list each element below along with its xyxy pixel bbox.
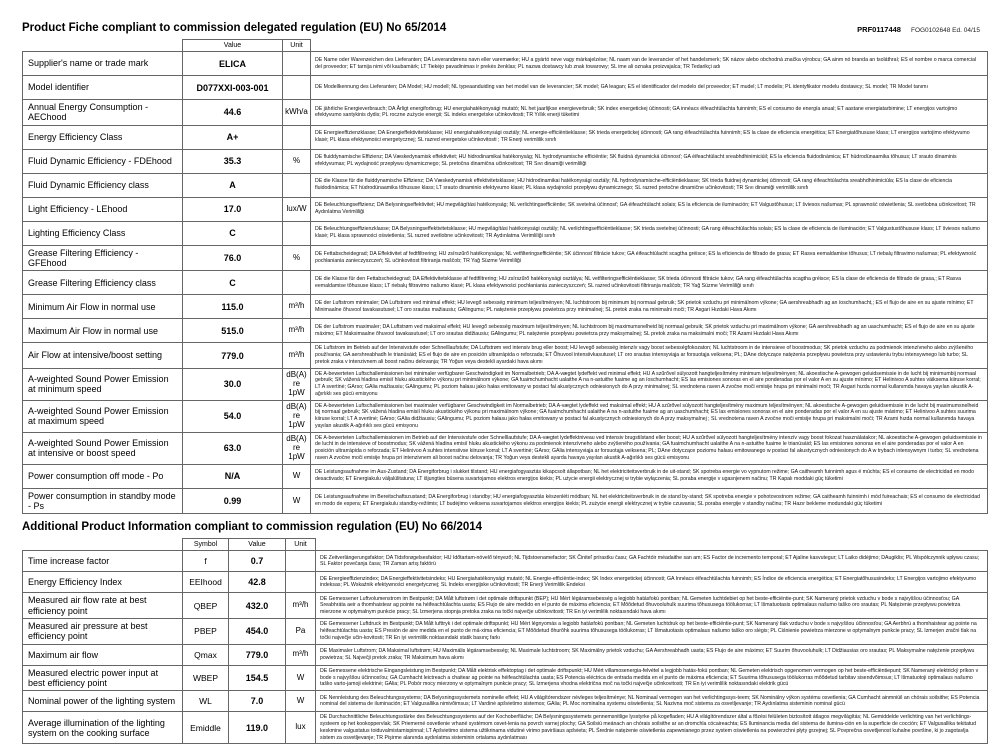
- table-row: [23, 271, 988, 295]
- row-unit: [283, 125, 311, 149]
- row-label: Energy Efficiency Index: [23, 572, 183, 593]
- header-spacer: [316, 539, 988, 551]
- row-description: DE A-bewerteten Luftschallemissionen im Betrieb auf der Intensivstufe oder Schnelllaufstufe; DA A-vægtet lydeffektniveau ved intensiv brugstilstand eller boost; HU A szűrővel súlyozott hangteljesítmény intenzív vagy boost fokozat használatakor; NL akoestische A-gewogen geluidsemissie in de lucht in de intensieve of boostmodus; SK vážená hladina emisií hluku akustického výkonu za podmienok intenzívneho alebo zvýšeného používania; GA fuaimchumhacht ualaithe A na n-astuithe fuaime le trianúsáid; ES las emisiones sonoras en el aire ponderadas por el valor A en posición ultrarrápida o reforzada; ET Helinivoo A suhtes intensiivse kiiruse korral; LT A svertinė; GArso; GAlia intensyviąja ar forsuotąja veiksena; PL; DAne dotyczące poziomu hałasu emitowanego w postaci fal akustycznych odniesionych do A w trybach intensywnym i turbo; SL vrednotena raven A zvočne moči emisije hrupa pri intenzivnem ali boost načinu delovanja; TR Yoğun veya destekli ayarda havaya yayılan akustik A-ağırlıklı ses gücü emisyonu: [311, 432, 988, 464]
- row-description: DE Modellkennung des Lieferanten; DA Model; HU modell; NL typeaanduiding van het model van de leverancier; SK model; GA leagan; ES el identificador del modelo del proveedor; ET mudel; LT modelis; PL identyfikator modelu dostawcy; SL model; TR Model tanımı: [311, 76, 988, 100]
- row-label: Fluid Dynamic Efficiency class: [23, 173, 183, 197]
- table-row: [23, 665, 988, 691]
- doc-edition: FOG0102648 Ed. 04/15: [910, 27, 980, 34]
- row-description: DE A-bewerteten Luftschallemissionen bei maximaler verfügbarer Geschwindigkeit im Normalbetrieb; DA A-vægtet lydeffekt ved maksimal effekt; HU A szűrővel súlyozott hangteljesítmény maximum teljesítményen; NL akoestische A-gewogen geluidsemissie in de lucht bij maximumsnelheid bij normaal gebruik; SK vážená hladina emisií hluku akustického výkonu pri maximálnom výkone; GA fuaimchumhacht ualaithe A na n-astuithe fuaime ag an uaschumhacht; ES las emisiones sonoras en el aire ponderadas por el valor A en su ajuste máximo; ET Helinivoo A suhtes suurima kiiruse korral; LT A svertinė; GArso; GAlia didžiausiu; GAlingumu; PL poziom hałasu jako hałas emitowany w postaci fal akustycznych odniesionych do A przy maksymalnej ; SL vrednotena raven A zvočne moči emisije hrupa pri maksimalni moči; TR Azami hızda normal kullanımda havaya yayılan akustik A-ağırlıklı ses gücü emisyonu: [311, 400, 988, 432]
- row-unit: dB(A) re 1pW: [283, 400, 311, 432]
- table-row: [23, 245, 988, 271]
- table-row: [23, 644, 988, 665]
- column-header-value: Value: [229, 539, 286, 551]
- row-value: 779.0: [229, 644, 286, 665]
- table-row: [23, 173, 988, 197]
- row-description: DE Nennleistung des Beleuchtungssystems; DA Belysningssystemets nominelle effekt; HU A világítórendszer névleges teljesítménye; NL Nominaal vermogen van het verlichtingssys-teem; SK Nominálny výkon systému osvetlenia; GA Cumhacht ainmniúil an chórais soilsithe; ES Potencia nominal del sistema de iluminación; ET Valgusallika nimivõimsus; LT Vardinė apšvietimo sistemos; GAlia; PL Moc nominalna systemu oświetlenia; SL Nazivna moč sistema za osvetljevanje; TR Aydınlatma sisteminin nominal gücü: [316, 691, 988, 712]
- table-row: [23, 319, 988, 343]
- row-unit: m³/h: [283, 295, 311, 319]
- row-value: 0.99: [183, 488, 283, 514]
- table-row: [23, 149, 988, 173]
- row-unit: W: [283, 488, 311, 514]
- row-description: DE Gemessener Luftdruck im Bestpunkt; DA Målt lufttryk i det optimale driftspunkt; HU Mért légnyomás a legjobb hatásfokú pontban; NL Gemeten luchtdruk op het beste-efficiëntie-punt; SK Nameraný tlak vzduchu v bode s najvyššou účinnosťou; GA Aerbhrú a thomhaistear ag pointe na héifeachtúlachta uasta; ES Presión de aire medida en el punto de má-xima eficiencia; ET Mõõdetud õhurõhk suurima tõhususega töölukorras; LT Išmatuotasis optimalaus našumo taško oro slėgis; PL Ciśnienie powietrza mierzone w optymalnym punkcie pracy; SL Izmerjen zračni tlak na točki največje učin-kovitosti; TR En iyi verimlilik noktasındaki statik basınç farkı: [316, 619, 988, 645]
- table-row: [23, 343, 988, 368]
- row-value: 779.0: [183, 343, 283, 368]
- table-row: [23, 572, 988, 593]
- row-unit: m³/h: [283, 319, 311, 343]
- header-spacer: [23, 40, 183, 52]
- row-value: ELICA: [183, 52, 283, 76]
- row-unit: [283, 52, 311, 76]
- additional-table-header-row: [23, 539, 988, 551]
- table-row: [23, 368, 988, 400]
- row-description: DE Gemessener Luftvolumenstrom im Bestpunkt; DA Målt luftstrøm i det optimale driftspunkt (BEP); HU Mért légáramsebesség a legjobb hatásfokú pontban; NL Gemeten luchtdebiet op het beste-efficiëntie-punt; SK Nameraný prietok vzduchu v bode s najvyššou účinnosťou; GA Sreabhráta aeir a thomhaistear ag pointe na héifeachtúlachta uasta; ES Flujo de aire medido en el punto de máxima eficiencia; ET Mõõdetud õhuvooluhulk suurima tõhususega töölukorras; LT Išmatuotasis optimalaus našumo taško oro srautas; PL Natężenie przepływu powietrza mierzone w optymalnym punkcie pracy; SL Izmerjena stopnja pretoka zraka na točki največje učinkovitosti; TR En iyi verimlilik noktasındaki hava akımı: [316, 593, 988, 619]
- row-value: C: [183, 221, 283, 245]
- table-row: [23, 432, 988, 464]
- row-label: Power consumption in standby mode - Ps: [23, 488, 183, 514]
- row-description: DE Leistungsaufnahme im Bereitschaftszustand; DA Energiforbrug i standby; HU energiafogyasztás készenléti módban; NL het elektriciteitsverbruik in de stand by-stand; SK spotreba energie v pohotovostnom režime; GA caitheamh fuinnimh i mód fuireachais; ES el consumo de electricidad en modo de espera; ET Energiakulu standby-režiimis; LT budėjimo veiksena suvartojamos elektros energijos kiekis; PL zużycie energii elektrycznej w trybie czuwania; SL poraba energije v standby načinu; TR Hazır bekleme modundaki güç tüketimi: [311, 488, 988, 514]
- row-unit: dB(A) re 1pW: [283, 432, 311, 464]
- table-row: [23, 551, 988, 572]
- row-value: 63.0: [183, 432, 283, 464]
- row-symbol: PBEP: [183, 619, 229, 645]
- row-label: Fluid Dynamic Efficiency - FDEhood: [23, 149, 183, 173]
- table-row: [23, 52, 988, 76]
- row-unit: %: [283, 245, 311, 271]
- row-unit: m³/h: [286, 593, 316, 619]
- row-description: DE Leistungsaufnahme im Aus-Zustand; DA Energiforbrug i slukket tilstand; HU energiafogyasztás kikapcsolt állapotban; NL het elektriciteitsverbruik in de uit-stand; SK spotreba energie vo vypnutom režime; GA caitheamh fuinnimh agus é múchta; ES el consumo de electricidad en modo desactivado; ET Energiakulu väljalülitatuna; LT išjungties būsena suvartojamos elektros energijos kiekis; PL użycie energii elektrycznej w trybie wyłączenia; SL poraba energije v ugasnjenem načinu; TR Kapalı moddaki güç tüketimi: [311, 464, 988, 488]
- row-value: 44.6: [183, 100, 283, 126]
- row-label: Model identifier: [23, 76, 183, 100]
- row-description: DE der Luftstrom minimaler; DA Luftstrøm ved minimal effekt; HU levegő sebesség minimum teljesítményen; NL luchtstroom bij minimum bij normaal gebruik; SK prietok vzduchu pri minimálnom výkone; GA aershreabhadh ag an íoschumhacht,; ES el flujo de aire en su ajuste mínimo; ET Minimaalne õhuvool tavakasutusel; LT oro srautas mažiausiu; GAlingumu; PL natężenie przepływu powietrza przy minimalnej; SL pretok zraka na minimalni moči; TR Asgari Hızdaki Hava Akımı: [311, 295, 988, 319]
- row-unit: W: [286, 691, 316, 712]
- row-unit: m³/h: [286, 644, 316, 665]
- row-label: Lighting Efficiency Class: [23, 221, 183, 245]
- row-unit: lux/W: [283, 197, 311, 221]
- doc-code: PRF0117448: [857, 25, 901, 34]
- header-spacer: [23, 539, 183, 551]
- table-row: [23, 593, 988, 619]
- row-label: A-weighted Sound Power Emission at maximum speed: [23, 400, 183, 432]
- row-unit: W: [283, 464, 311, 488]
- row-symbol: EEIhood: [183, 572, 229, 593]
- row-unit: lux: [286, 712, 316, 744]
- row-description: DE Fettabscheidegrad; DA Effektivitet af fedtfiltrering; HU zsírszűrő hatékonysága; NL vetfilteringsefficiëntie; SK účinnosť filtrácie tukov; GA éifeachtúlacht scagtha gréisce; ES la eficiencia de filtrado de grasa; ET Rasva eemaldamise tõhusus; LT riebalų filtravimo našumas; PL efektywność pochłaniania zanieczyszczeń; SL učinkovitost filtriranja maščob; TR Yağ Süzme Verimliliği: [311, 245, 988, 271]
- row-value: 119.0: [229, 712, 286, 744]
- row-unit: [283, 221, 311, 245]
- row-unit: m³/h: [283, 343, 311, 368]
- row-label: Maximum Air Flow in normal use: [23, 319, 183, 343]
- row-label: Annual Energy Consumption - AEChood: [23, 100, 183, 126]
- row-unit: Pa: [286, 619, 316, 645]
- row-label: Grease Filtering Efficiency class: [23, 271, 183, 295]
- row-description: DE der Luftstrom maximaler; DA Luftstrøm ved maksimal effekt; HU levegő sebesség maximum teljesítményen; NL luchtstroom bij maximumsnelheid bij normaal gebruik; SK prietok vzduchu pri maximálnom výkone; GA aershreabhadh ag an uaschumhacht; ES el flujo de aire en su ajuste máximo; ET Maksimaalne õhuvool tavakasutusel; LT oro srautas didžiausiu; GAlingumu; PL natężenie przepływu powietrza przy maksymalnej; SL pretok zraka na maksimalni moči; TR Azami Hızdaki Hava Akımı: [311, 319, 988, 343]
- row-value: 7.0: [229, 691, 286, 712]
- table-row: [23, 197, 988, 221]
- row-unit: [283, 173, 311, 197]
- additional-section-title: Additional Product Information compliant to commission regulation (EU) No 66/2014: [22, 521, 483, 534]
- row-value: 515.0: [183, 319, 283, 343]
- row-symbol: Emiddle: [183, 712, 229, 744]
- row-value: 432.0: [229, 593, 286, 619]
- table-row: [23, 400, 988, 432]
- row-value: 154.5: [229, 665, 286, 691]
- row-symbol: f: [183, 551, 229, 572]
- row-value: 35.3: [183, 149, 283, 173]
- row-description: DE Beleuchtungseffizienzklasse; DA Belysningseffektivitetsklasse; HU megvilágítási hatékonysági osztály; NL verlichtingsefficiëntieklasse; SK trieda svetelnej účinnosti; GA rang éifeachtúlachta solais; ES la clase de eficiencia de iluminación; ET Valgustustõhususe klass; LT šviesos našumo klasė; PL klasa sprawności oświetlenia; SL razred svetlobne učinkovitosti; TR Aydınlatma Verimliliği sınıfı: [311, 221, 988, 245]
- row-unit: [286, 551, 316, 572]
- row-label: Maximum air flow: [23, 644, 183, 665]
- row-label: Energy Efficiency Class: [23, 125, 183, 149]
- row-symbol: Qmax: [183, 644, 229, 665]
- document-header: [22, 22, 988, 34]
- row-description: DE die Klasse für die fluiddynamische Effizienz; DA Væskedynamisk effektivitetsklasse; HU hidrodinamikai hatékonysági osztály; NL hydrodynamische-efficiëntieklasse; SK trieda fluidnej dynamickej účinnosti; GA rang éifeachtúlachta sreabhdhinimiciúla; ES la clase de eficiencia fluidodinámica; ET hüdrodünaamika tõhususe klass; LT srauto dinaminio efektyvumo klasė; PL klasa wydajności przepływu dynamicznego; SL razred pretočne dinamične učinkovitosti; TR Sıvı dinamiği verimlilik sınıfı: [311, 173, 988, 197]
- row-value: 76.0: [183, 245, 283, 271]
- table-row: [23, 619, 988, 645]
- row-value: N/A: [183, 464, 283, 488]
- row-value: D077XXI-003-001: [183, 76, 283, 100]
- row-value: 17.0: [183, 197, 283, 221]
- row-label: Measured electric power input at best efficiency point: [23, 665, 183, 691]
- table-row: [23, 295, 988, 319]
- additional-table: [22, 538, 988, 744]
- row-label: Power consumption off mode - Po: [23, 464, 183, 488]
- column-header-value: Value: [183, 40, 283, 52]
- row-value: C: [183, 271, 283, 295]
- document-codes: [857, 25, 980, 34]
- row-value: 115.0: [183, 295, 283, 319]
- row-label: Air Flow at intensive/boost setting: [23, 343, 183, 368]
- row-value: 454.0: [229, 619, 286, 645]
- header-spacer: [311, 40, 988, 52]
- row-value: 0.7: [229, 551, 286, 572]
- column-header-unit: Unit: [286, 539, 316, 551]
- column-header-symbol: Symbol: [183, 539, 229, 551]
- fiche-table-header-row: [23, 40, 988, 52]
- row-value: A+: [183, 125, 283, 149]
- row-value: 54.0: [183, 400, 283, 432]
- row-description: DE die Klasse für den Fettabscheidegrad; DA Effektivitetsklasse af fedtfiltrering; HU zsírszűrő hatékonysági osztálya; NL vetfilteringsefficiëntieklasse; SK trieda účinnosti filtrácie tukov; GA rang éifeachtúlachta scagtha gréisce; ES la clase de eficiencia de filtrado de grasa,; ET Rasva eemaldamise tõhususe klass; LT riebalų filtravimo našumo klasė; PL klasa efektywności pochłaniania zanieczyszczeń; SL razred učinkovitosti filtriranja maščob; TR Yağ Süzme Verimliliği sınıfı: [311, 271, 988, 295]
- row-unit: %: [283, 149, 311, 173]
- table-row: [23, 488, 988, 514]
- table-row: [23, 712, 988, 744]
- row-description: DE Gemessene elektrische Eingangsleistung im Bestpunkt; DA Målt elektrisk effektoptag i det optimale driftspunkt; HU Mért villamosenergia-felvétel a legjobb hatás-fokú pontban; NL Gemeten elektrisch opgenomen vermogen op het beste-efficiëntiepunt; SK Nameraný elektrický príkon v bode s najvyššou účinnosťou; GA Cumhacht leictreach a chaitear ag pointe na héifeachtúlachta uasta; ES Potencia eléctrica de entrada medida en el punto de máxima eficiencia; ET Suurima tõhususega töölukorras mõõdetud tarbitav sisendvõimsus; LT Išmatuotoji optimalaus našumo taško varto-jamoji elektrinė; GAlia; PL Pobór mocy mierzony w optymalnym punkcie pracy; SL Izmerjena vhodna električna moč na točki največje učinkovitosti; TR En iyi verimlilik noktasındaki elektrik gücü: [316, 665, 988, 691]
- row-description: DE Zeitverlängerungsfaktor; DA Tidsforøgelsesfaktor; HU Időtartam-növelő tényező; NL Tijdstoenamefactor; SK Činiteľ prírastku času; GA Fachtóir méadaithe san am; ES Factor de incremento temporal; ET Ajaline kasvutegur; LT Laiko didėjimo; DAugiklis; PL Współczynnik upływu czasu; SL Faktor povečanja časa; TR Zaman artış faktörü: [316, 551, 988, 572]
- row-label: Minimum Air Flow in normal use: [23, 295, 183, 319]
- row-label: Supplier's name or trade mark: [23, 52, 183, 76]
- row-label: Grease Filtering Efficiency - GFEhood: [23, 245, 183, 271]
- table-row: [23, 100, 988, 126]
- row-label: A-weighted Sound Power Emission at minimum speed: [23, 368, 183, 400]
- fiche-table: [22, 39, 988, 514]
- row-description: DE Durchschnittliche Beleuchtungsstärke des Beleuchtungssystems auf der Kochoberfläche; DA Belysningssystemets gennemsnitlige lysstyrke på kogefladen; HU A világítórendszer által a főzési felületen biztosított átlagos megvilágítás; NL Gemiddelde verlichting van het verlichtings-systeem op het kookoppervlak; SK Priemerné osvetlenie vrhané systémom osvet-lenia na povrch varnej plochy; GA Soilsiú meánach an chórais soilsithe ar an dromchla cócaireachta; ES Iluminancia media del sistema de ilumina-ción en la superficie de cocción; ET Valgusallika tekitatud keskmine valgustatus toiduvalmistamispinnal; LT Apšvietimo sistema užtikrinama vidutinė virimo paviršiaus apšvieta; PL Średnie natężenie oświetlenia zapewnianego przez system oświetlenia na powierzchni płyty grzejnej; SL Povprečna osvetljenost kuhalne površine, ki jo zagotavlja sistem za osvetljevanje; TR Pişirme alanında aydınlatma sisteminin ortalama aydınlatması: [316, 712, 988, 744]
- row-unit: dB(A) re 1pW: [283, 368, 311, 400]
- row-label: Nominal power of the lighting system: [23, 691, 183, 712]
- row-value: 42.8: [229, 572, 286, 593]
- row-label: Time increase factor: [23, 551, 183, 572]
- row-description: DE fluiddynamische Effizienz; DA Væskedynamisk effektivitet; HU hidrodinamikai hatékonyság; NL hydrodynamische efficiëntie; SK fluidná dynamická účinnosť; GA éifeachtúlacht sreabhdhinimiciúil; ES la eficiencia fluidodinámica; ET hüdrodünaamika tõhusus; LT srauto dinaminis efektyvumas; PL wydajność przepływu dynamicznego; SL pretočna dinamična učinkovitost; TR Sıvı dinamiği verimliliği: [311, 149, 988, 173]
- row-symbol: QBEP: [183, 593, 229, 619]
- table-row: [23, 76, 988, 100]
- table-row: [23, 125, 988, 149]
- row-label: Measured air flow rate at best efficiency point: [23, 593, 183, 619]
- row-label: Measured air pressure at best efficiency point: [23, 619, 183, 645]
- row-description: DE Energieeffizienzklasse; DA Energieffektivitetsklasse; HU energiahatékonysági osztály; NL energie-efficiëntieklasse; SK trieda energetickej účinnosti; GA rang éifeachtúlachta fuinnimh; ES la clase de eficiencia energética; ET Energiatõhususe klass; LT energijos vartojimo efektyvumo klasė; PL klasa efektywności energetycznej; SL razred energetske učinkovitosti ; TR Enerji verimlilik sınıfı: [311, 125, 988, 149]
- row-unit: W: [286, 665, 316, 691]
- row-unit: [283, 76, 311, 100]
- row-unit: [283, 271, 311, 295]
- row-unit: [286, 572, 316, 593]
- row-symbol: WBEP: [183, 665, 229, 691]
- row-description: DE A-bewerteten Luftschallemissionen bei minimaler verfügbarer Geschwindigkeit im Normalbetrieb; DA A-vægtet lydeffekt ved minimal effekt; HU A szűrővel súlyozott hangteljesítmény minimum teljesítményen; NL akoestische A-gewogen geluidsemissie in de lucht bij minimumbij normaal gebruik; SK vážená hladina emisií hluku akustického výkonu pri minimálnom výkone; GA fuaimchumhacht ualaithe A na n-astuithe fuaime ag an íoschumhacht; ES las emisiones sonoras en el aire ponderadas por el valor A en su ajuste mínimo; ET Helinivoo A suhtes väiksema kiiruse korral; LT A svertinė; GArso; GAlia mažiausiu; GAlingumu; PL poziom hałasu jako hałas emitowany w postaci fal akustycznych odniesionych do A przy minimalnej; SL vrednotena raven A zvočne moči emisije hrupa pri minimalni moči; TR Asgari hızda normal kullanımda havaya yayılan akustik A-ağırlıklı ses gücü emisyonu: [311, 368, 988, 400]
- row-label: Light Efficiency - LEhood: [23, 197, 183, 221]
- row-description: DE Name oder Warenzeichen des Lieferanten; DA Leverandørens navn eller varemærke; HU a gyártó neve vagy márkajelzése; NL naam van de leverancier of het handelsmerk; SK názov alebo obchodná značka výrobcu; GA ainm nó branda an tsoláthraí; ES el nombre o marca comercial del proveedor; ET tarnija nimi või kaubamärk; LT Tiekėjo pavadinimas ir prekės ženklas; PL nazwa dostawcy lub znak towarowy; SL ime ali oznaka proizvajalca; TR Tedarikçi adı: [311, 52, 988, 76]
- column-header-unit: Unit: [283, 40, 311, 52]
- row-label: Average illumination of the lighting system on the cooking surface: [23, 712, 183, 744]
- row-value: A: [183, 173, 283, 197]
- table-row: [23, 691, 988, 712]
- row-description: DE Beleuchtungseffizienz; DA Belysningseffektivitet; HU megvilágítási hatékonyság; NL verlichtingsefficiëntie; SK svetelná účinnosť; GA éifeachtúlacht solais; ES la eficiencia de iluminación; ET Valgustõhusus; LT šviesos našumas; PL sprawność oświetlenia; SL svetlobna učinkovitost; TR Aydınlatma Verimliliği: [311, 197, 988, 221]
- row-description: DE Maximaler Luftstrom; DA Maksimal luftstrøm; HU Maximális légáramsebesség; NL Maximale luchtstroom; SK Maximálny prietok vzduchu; GA Aershreabhadh uasta; ES Flujo de aire máximo; ET Suurim õhuvooluhulk; LT Didžiausias oro srautas; PL Maksymalne natężenie przepływu powietrza; SL Največji pretok zraka; TR Maksimum hava akımı: [316, 644, 988, 665]
- page-title: Product Fiche compliant to commission delegated regulation (EU) No 65/2014: [22, 22, 447, 34]
- row-label: A-weighted Sound Power Emission at intensive or boost speed: [23, 432, 183, 464]
- row-description: DE Luftstrom im Betrieb auf der Intensivstufe oder Schnelllaufstufe; DA Luftstrøm ved intensiv brug eller boost; HU levegő sebesség intenzív vagy boost sebességfokozaton; NL luchtstroom in de intensieve of boostmodus; SK prietok vzduchu za podmienok intenzívneho alebo zvýšeného používania; GA aershreabhadh le trianúsáid; ES el flujo de aire en posición ultrarrápida o reforzada; ET Õhuvool intensiivkasutusel; LT oro srautas intensyviąja ar forsuotąja veiksena; PL; DAne dotyczące natężenia przepływu powietrza przy ustawieniu trybu intensywnego lub turbo; SL pretok zraka v intenzivnem ali boost načinu delovanja; TR Yoğun veya destekli ayardaki hava akımı: [311, 343, 988, 368]
- row-unit: kWh/a: [283, 100, 311, 126]
- row-description: DE jährliche Energieverbrauch; DA Årligt energiforbrug; HU energiahatékonysági mutató; NL het jaarlijkse energieverbruik; SK index energetickej účinnosti; GA innéacs éifeachtúlachta fuinnimh; ES el consumo de energía anual; ET aastane energiatarbimine; LT energijos vartojimo efektyvumo santykinis dydis; PL roczne zużycie energii; SL indeks energetske učinkovitosti; TR Yıllık enerji tüketimi: [311, 100, 988, 126]
- table-row: [23, 464, 988, 488]
- row-description: DE Energieeffizienzindex; DA Energieffektivitetsindeks; HU Energiahatékonysági mutató; NL Energie-efficiëntie-index; SK Index energetickej účinnosti; GA Innéacs éifeachtúlachta fuinnimh; ES Índice de eficiencia energética; ET Energiatõhususindeks; LT Energijos vartojimo efektyvumo indeksas; PL Wskaźnik efektywności energetycznej; SL Indeks energijske učinkovitosti; TR Enerji Verimlilik Endeksi: [316, 572, 988, 593]
- row-symbol: WL: [183, 691, 229, 712]
- table-row: [23, 221, 988, 245]
- row-value: 30.0: [183, 368, 283, 400]
